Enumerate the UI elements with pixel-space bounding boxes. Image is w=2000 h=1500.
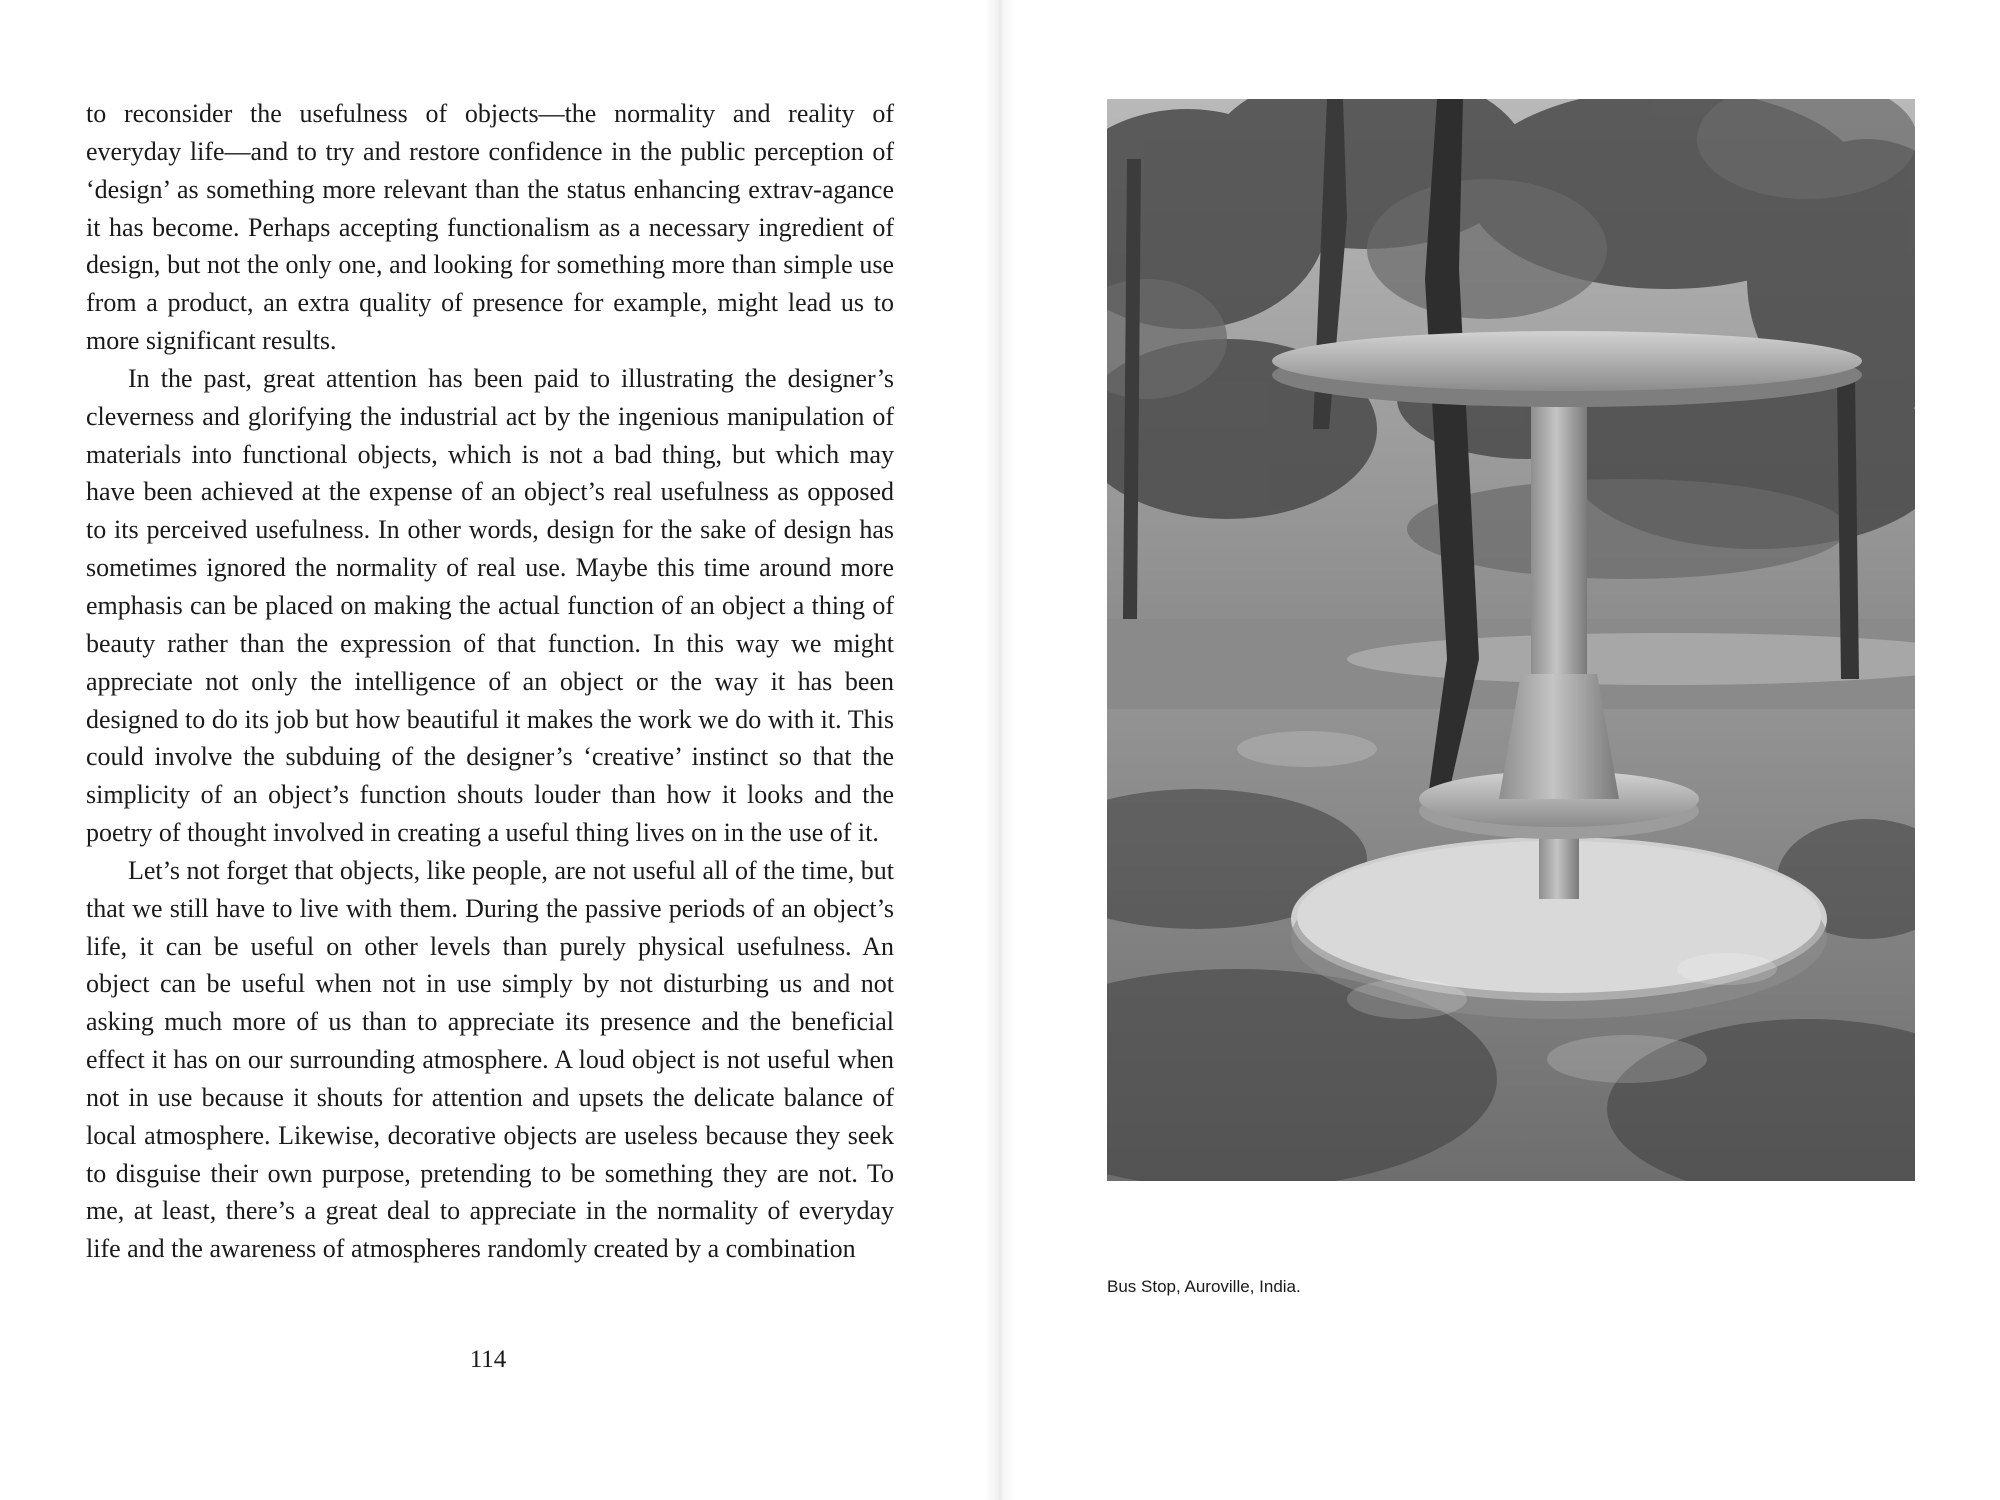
paragraph-2: In the past, great attention has been paid to illustrating the designer’s cleverness and glorifying the industrial act by the ingenious manipulation of materials into functional objects, which is not a bad thing, but which may have been achieved at the expense of an object’s real usefulness as opposed to its perceived usefulness. In other words, design for the sake of design has sometimes ignored the normality of real use. Maybe this time around more emphasis can be placed on making the actual function of an object a thing of beauty rather than the expression of that function. In this way we might appreciate not only the intelligence of an object or the way it has been designed to do its job but how beautiful it makes the work we do with it. This could involve the subduing of the designer’s ‘creative’ instinct so that the simplicity of an object’s function shouts louder than how it looks and the poetry of thought involved in creating a useful thing lives on in the use of it. — [86, 363, 894, 848]
bus-stop-photograph — [1107, 99, 1915, 1181]
body-text — [86, 95, 894, 1268]
gutter-shadow — [985, 0, 1015, 1500]
page-number: 114 — [469, 1346, 507, 1373]
paragraph-3: Let’s not forget that objects, like people, are not useful all of the time, but that we still have to live with them. During the passive periods of an object’s life, it can be useful on other levels than purely physical usefulness. An object can be useful when not in use simply by not disturbing us and not asking much more of us than to appreciate its presence and the beneficial effect it has on our surrounding atmosphere. A loud object is not useful when not in use because it shouts for attention and upsets the delicate balance of local atmosphere. Likewise, decorative objects are useless because they seek to disguise their own purpose, pretending to be something they are not. To me, at least, there’s a great deal to appreciate in the normality of everyday life and the awareness of atmospheres randomly created by a combination — [86, 855, 894, 1264]
paragraph-1: to reconsider the usefulness of objects—the normality and reality of everyday life—and to try and restore confidence in the public perception of ‘design’ as something more relevant than the status enhancing extrav-agance it has become. Perhaps accepting functionalism as a necessary ingredient of design, but not the only one, and looking for something more than simple use from a product, an extra quality of presence for example, might lead us to more significant results. — [86, 99, 894, 356]
photo-caption: Bus Stop, Auroville, India. — [1107, 1277, 1301, 1296]
